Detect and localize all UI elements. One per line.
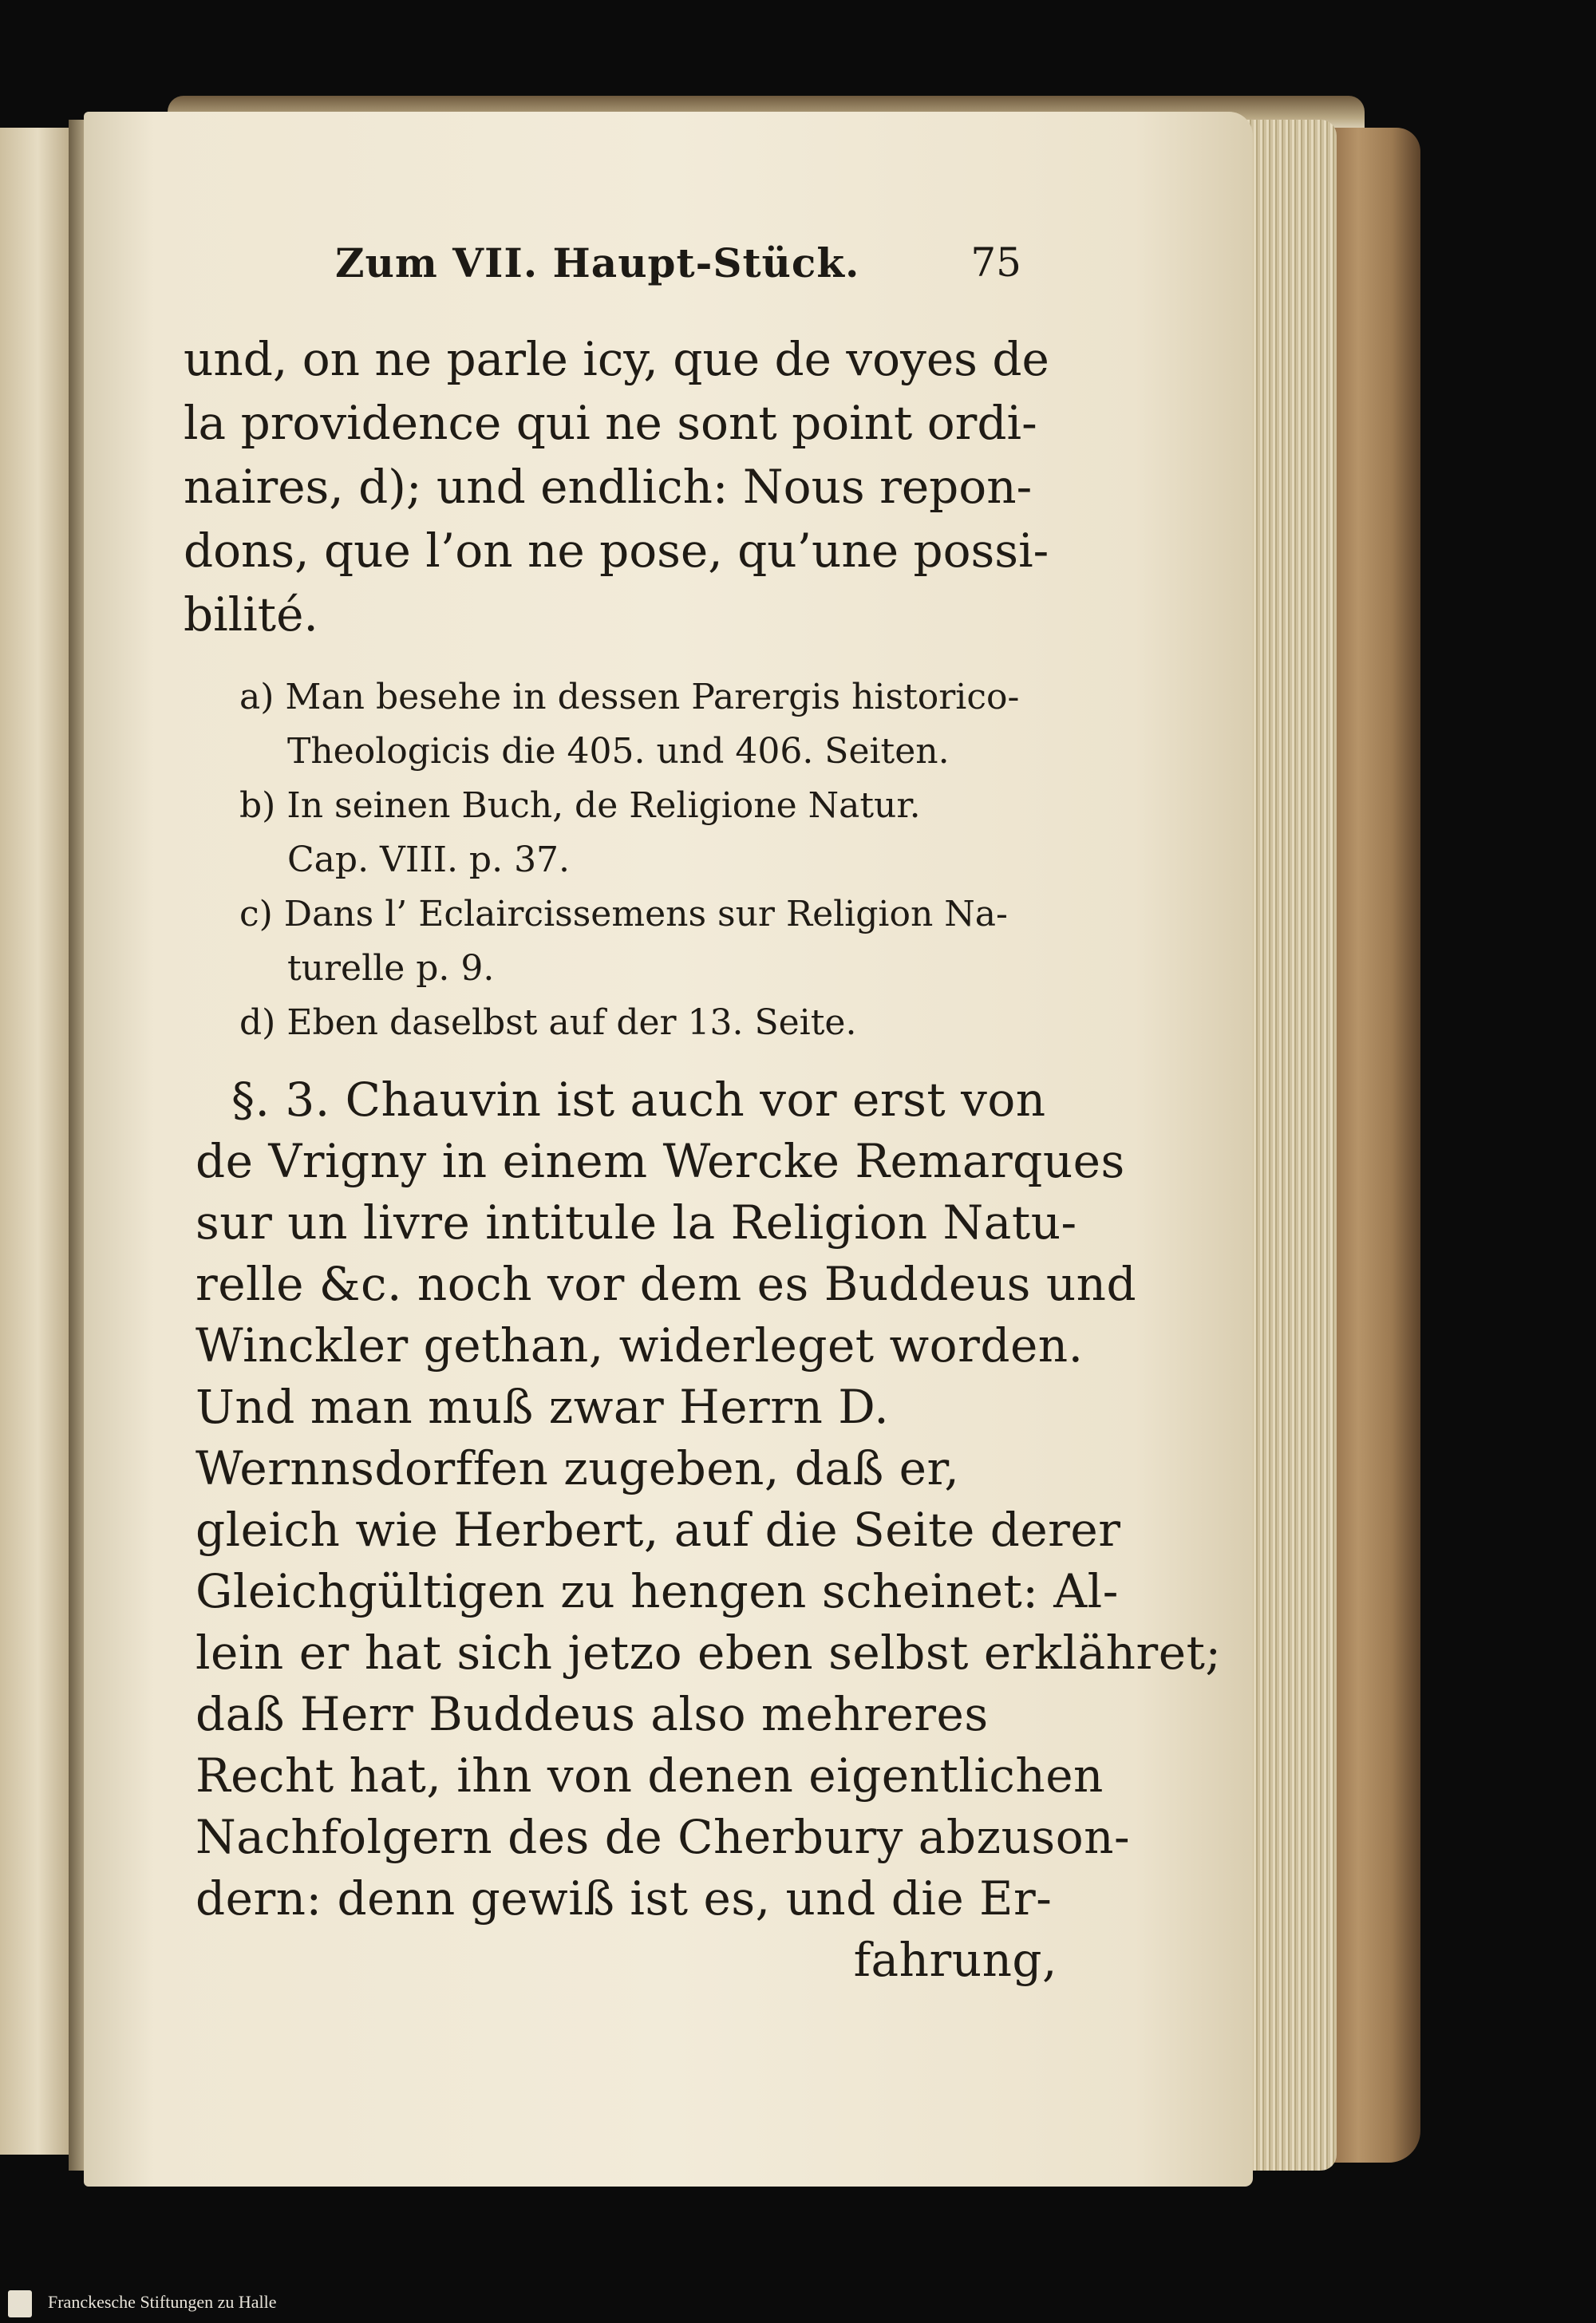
text-line: Recht hat, ihn von denen eigentlichen (196, 1748, 1104, 1803)
page-header (335, 239, 1021, 295)
left-page-edge (0, 128, 71, 2155)
page-block-edges (1245, 120, 1337, 2171)
book-cover-edge (1325, 128, 1420, 2163)
footnote-line: turelle p. 9. (287, 948, 495, 989)
text-line: Gleichgültigen zu hengen scheinet: Al- (196, 1564, 1119, 1618)
footnote-line: b) In seinen Buch, de Religione Natur. (239, 785, 921, 826)
page-number: 75 (970, 239, 1021, 286)
text-line: daß Herr Buddeus also mehreres (196, 1687, 989, 1741)
text-line: naires, d); und endlich: Nous repon- (184, 460, 1033, 514)
text-line: §. 3. Chauvin ist auch vor erst von (231, 1073, 1046, 1127)
text-line: bilité. (184, 587, 318, 642)
footer-bar (0, 2282, 1596, 2323)
text-line: la providence qui ne sont point ordi- (184, 396, 1037, 450)
text-line: sur un livre intitule la Religion Natu- (196, 1195, 1077, 1250)
institution-name: Franckesche Stiftungen zu Halle (48, 2292, 277, 2312)
footnote-line: d) Eben daselbst auf der 13. Seite. (239, 1002, 857, 1043)
text-line: Winckler gethan, widerleget worden. (196, 1318, 1084, 1373)
text-line: relle &c. noch vor dem es Buddeus und (196, 1257, 1137, 1311)
text-line: gleich wie Herbert, auf die Seite derer (196, 1503, 1121, 1557)
running-title: Zum VII. Haupt-Stück. (335, 239, 860, 286)
footnote-line: Theologicis die 405. und 406. Seiten. (287, 731, 950, 772)
main-paragraph (196, 1069, 1222, 1991)
institution-logo-icon (8, 2290, 32, 2317)
footnotes (239, 670, 1085, 1050)
text-line: und, on ne parle icy, que de voyes de (184, 332, 1049, 386)
text-line: dons, que l’on ne pose, qu’une possi- (184, 523, 1049, 578)
text-line: dern: denn gewiß ist es, und die Er- (196, 1871, 1053, 1926)
footnote-line: Cap. VIII. p. 37. (287, 840, 571, 880)
text-line: lein er hat sich jetzo eben selbst erklähret; (196, 1626, 1222, 1680)
catchword: fahrung, (853, 1933, 1057, 1987)
intro-paragraph (184, 327, 1049, 646)
footnote-line: a) Man besehe in dessen Parergis historico- (239, 677, 1020, 717)
text-line: de Vrigny in einem Wercke Remarques (196, 1134, 1125, 1188)
footnote-line: c) Dans l’ Eclaircissemens sur Religion Na- (239, 894, 1008, 934)
text-line: Und man muß zwar Herrn D. (196, 1380, 890, 1434)
text-line: Wernnsdorffen zugeben, daß er, (196, 1441, 960, 1495)
text-line: Nachfolgern des de Cherbury abzuson- (196, 1810, 1131, 1864)
